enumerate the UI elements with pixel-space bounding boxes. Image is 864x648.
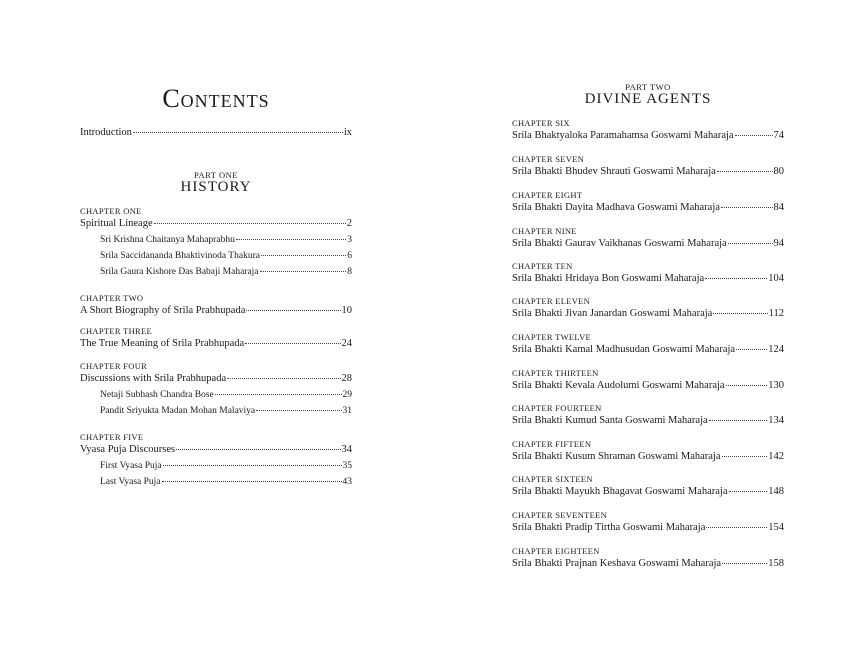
dot-leader <box>162 480 342 482</box>
toc-entry-chapter[interactable] <box>512 522 784 533</box>
entry-title: Srila Saccidananda Bhaktivinoda Thakura <box>100 251 260 261</box>
toc-entry-sub[interactable] <box>100 390 352 400</box>
chapter-label: CHAPTER TWO <box>80 293 144 303</box>
toc-entry-chapter[interactable] <box>80 373 352 384</box>
dot-leader <box>176 448 340 450</box>
entry-page: 6 <box>347 251 352 261</box>
entry-page: 158 <box>768 558 784 569</box>
dot-leader <box>256 409 341 411</box>
entry-page: 28 <box>341 373 352 384</box>
chapter-label: CHAPTER SIX <box>512 118 570 128</box>
chapter-label: CHAPTER NINE <box>512 226 577 236</box>
dot-leader <box>726 384 768 386</box>
toc-entry-sub[interactable] <box>100 267 352 277</box>
chapter-label: CHAPTER THREE <box>80 326 152 336</box>
dot-leader <box>245 342 340 344</box>
toc-entry-sub[interactable] <box>100 477 352 487</box>
chapter-label: CHAPTER EIGHTEEN <box>512 546 600 556</box>
entry-title: Last Vyasa Puja <box>100 477 161 487</box>
entry-page: 84 <box>773 202 784 213</box>
entry-title: Srila Bhakti Kamal Madhusudan Goswami Maharaja <box>512 344 736 355</box>
entry-page: 154 <box>768 522 784 533</box>
dot-leader <box>722 455 768 457</box>
toc-entry-chapter[interactable] <box>512 130 784 141</box>
entry-page: 134 <box>768 415 784 426</box>
chapter-label: CHAPTER TWELVE <box>512 332 592 342</box>
right-page <box>432 0 864 648</box>
dot-leader <box>215 393 342 395</box>
entry-title: First Vyasa Puja <box>100 461 162 471</box>
contents-title: Contents <box>162 84 270 113</box>
entry-title: A Short Biography of Srila Prabhupada <box>80 305 246 316</box>
dot-leader <box>236 238 346 240</box>
entry-title: Srila Bhakti Prajnan Keshava Goswami Maharaja <box>512 558 722 569</box>
part-one-label: PART ONE <box>194 170 238 180</box>
chapter-label: CHAPTER ONE <box>80 206 142 216</box>
chapter-label: CHAPTER FIFTEEN <box>512 439 592 449</box>
chapter-label: CHAPTER FOUR <box>80 361 148 371</box>
toc-entry-chapter[interactable] <box>80 444 352 455</box>
dot-leader <box>227 377 340 379</box>
toc-entry-chapter[interactable] <box>80 218 352 229</box>
entry-title: Srila Bhakti Kevala Audolumi Goswami Maharaja <box>512 380 725 391</box>
entry-title: Discussions with Srila Prabhupada <box>80 373 227 384</box>
dot-leader <box>246 309 340 311</box>
entry-page: 94 <box>773 238 784 249</box>
chapter-label: CHAPTER SEVENTEEN <box>512 510 608 520</box>
entry-page: ix <box>343 127 352 138</box>
entry-title: Pandit Sriyukta Madan Mohan Malaviya <box>100 406 256 416</box>
chapter-label: CHAPTER FIVE <box>80 432 144 442</box>
entry-page: 10 <box>341 305 352 316</box>
entry-title: Vyasa Puja Discourses <box>80 444 176 455</box>
chapter-label: CHAPTER THIRTEEN <box>512 368 599 378</box>
toc-entry-chapter[interactable] <box>512 558 784 569</box>
entry-title: Srila Bhakti Jivan Janardan Goswami Maharaja <box>512 308 713 319</box>
dot-leader <box>706 526 767 528</box>
toc-entry-chapter[interactable] <box>512 238 784 249</box>
toc-entry-sub[interactable] <box>100 235 352 245</box>
entry-page: 29 <box>342 390 352 400</box>
chapter-label: CHAPTER SEVEN <box>512 154 585 164</box>
entry-page: 43 <box>342 477 352 487</box>
entry-title: Srila Bhakti Pradip Tirtha Goswami Maharaja <box>512 522 706 533</box>
entry-page: 112 <box>768 308 784 319</box>
dot-leader <box>133 131 343 133</box>
entry-title: Srila Bhakti Dayita Madhava Goswami Maharaja <box>512 202 720 213</box>
toc-entry-chapter[interactable] <box>512 273 784 284</box>
toc-entry-chapter[interactable] <box>512 344 784 355</box>
dot-leader <box>260 270 347 272</box>
entry-title: Srila Bhaktyaloka Paramahamsa Goswami Maharaja <box>512 130 734 141</box>
entry-title: Srila Gaura Kishore Das Babaji Maharaja <box>100 267 259 277</box>
toc-entry-chapter[interactable] <box>512 308 784 319</box>
dot-leader <box>261 254 346 256</box>
toc-entry-chapter[interactable] <box>512 486 784 497</box>
dot-leader <box>721 206 773 208</box>
dot-leader <box>705 277 767 279</box>
entry-title: Srila Bhakti Kusum Shraman Goswami Maharaja <box>512 451 721 462</box>
part-two-title: DIVINE AGENTS <box>584 91 712 107</box>
entry-page: 104 <box>768 273 784 284</box>
dot-leader <box>729 490 768 492</box>
entry-page: 3 <box>347 235 352 245</box>
toc-entry-chapter[interactable] <box>512 380 784 391</box>
dot-leader <box>709 419 768 421</box>
entry-page: 34 <box>341 444 352 455</box>
chapter-label: CHAPTER SIXTEEN <box>512 474 593 484</box>
entry-page: 124 <box>768 344 784 355</box>
chapter-label: CHAPTER TEN <box>512 261 573 271</box>
entry-title: Netaji Subhash Chandra Bose <box>100 390 214 400</box>
chapter-label: CHAPTER EIGHT <box>512 190 583 200</box>
toc-entry-sub[interactable] <box>100 406 352 416</box>
dot-leader <box>154 222 346 224</box>
entry-page: 130 <box>768 380 784 391</box>
entry-title: Srila Bhakti Kumud Santa Goswami Maharaja <box>512 415 708 426</box>
toc-entry-chapter[interactable] <box>512 415 784 426</box>
dot-leader <box>713 312 767 314</box>
dot-leader <box>717 170 773 172</box>
toc-entry-chapter[interactable] <box>512 451 784 462</box>
entry-title: Spiritual Lineage <box>80 218 153 229</box>
toc-entry-sub[interactable] <box>100 461 352 471</box>
entry-page: 148 <box>768 486 784 497</box>
entry-page: 31 <box>342 406 352 416</box>
dot-leader <box>736 348 767 350</box>
toc-entry-chapter[interactable] <box>512 202 784 213</box>
entry-title: Srila Bhakti Bhudev Shrauti Goswami Maharaja <box>512 166 716 177</box>
part-one-title: HISTORY <box>180 179 252 195</box>
dot-leader <box>163 464 342 466</box>
entry-page: 2 <box>346 218 352 229</box>
part-two-label: PART TWO <box>625 82 671 92</box>
entry-title: Srila Bhakti Mayukh Bhagavat Goswami Maharaja <box>512 486 728 497</box>
toc-entry-chapter[interactable] <box>80 338 352 349</box>
entry-page: 24 <box>341 338 352 349</box>
dot-leader <box>728 242 773 244</box>
entry-page: 8 <box>347 267 352 277</box>
entry-page: 80 <box>773 166 784 177</box>
entry-title: Srila Bhakti Gaurav Vaikhanas Goswami Maharaja <box>512 238 727 249</box>
entry-page: 74 <box>773 130 784 141</box>
entry-page: 142 <box>768 451 784 462</box>
toc-entry-sub[interactable] <box>100 251 352 261</box>
chapter-label: CHAPTER ELEVEN <box>512 296 591 306</box>
toc-entry-introduction[interactable] <box>80 127 352 138</box>
dot-leader <box>722 562 767 564</box>
entry-page: 35 <box>342 461 352 471</box>
entry-title: Srila Bhakti Hridaya Bon Goswami Maharaja <box>512 273 705 284</box>
entry-title: The True Meaning of Srila Prabhupada <box>80 338 245 349</box>
toc-entry-chapter[interactable] <box>512 166 784 177</box>
dot-leader <box>735 134 773 136</box>
entry-title: Introduction <box>80 127 132 138</box>
entry-title: Sri Krishna Chaitanya Mahaprabhu <box>100 235 235 245</box>
toc-entry-chapter[interactable] <box>80 305 352 316</box>
chapter-label: CHAPTER FOURTEEN <box>512 403 602 413</box>
